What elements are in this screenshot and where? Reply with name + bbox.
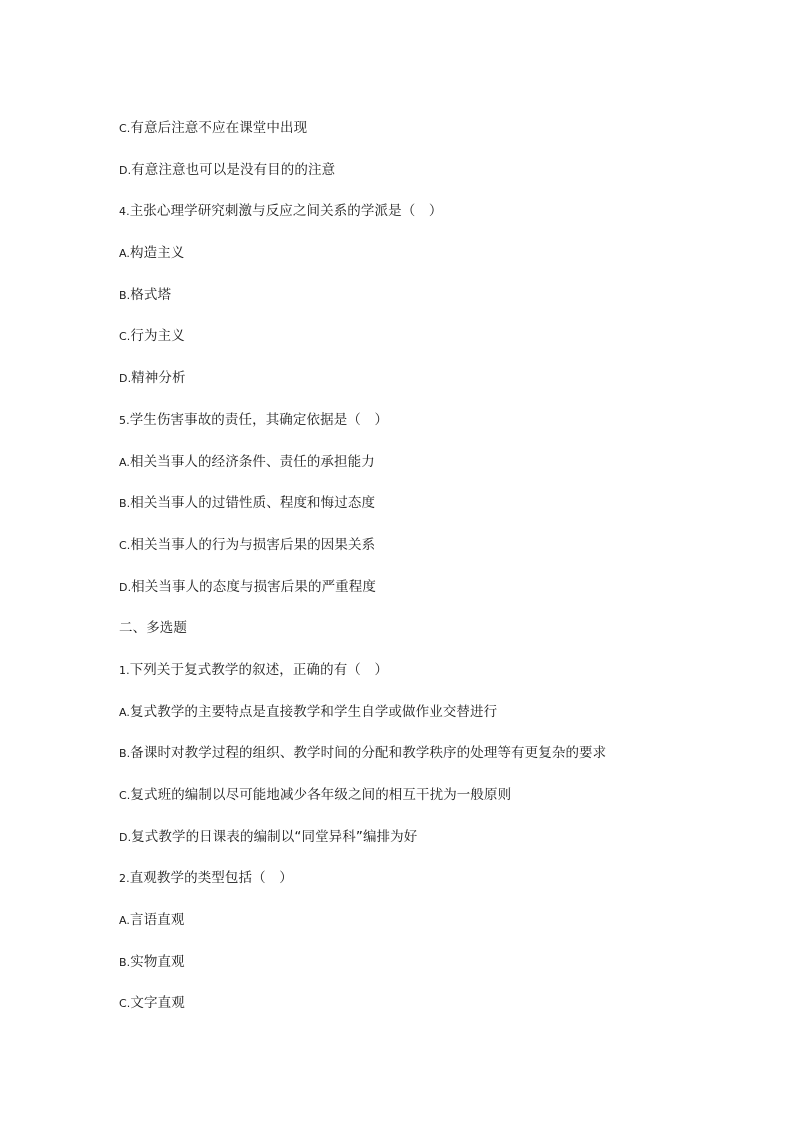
section-heading [119, 615, 739, 657]
line-text: 实物直观 [130, 953, 185, 970]
question-line [119, 115, 739, 157]
question-line [119, 657, 739, 699]
line-prefix: A. [119, 247, 131, 261]
question-line [119, 490, 739, 532]
question-line [119, 574, 739, 616]
line-prefix: D. [119, 580, 132, 594]
line-text: 精神分析 [131, 370, 186, 387]
question-line [119, 198, 739, 240]
question-line [119, 907, 739, 949]
question-line [119, 240, 739, 282]
question-line [119, 865, 739, 907]
line-prefix: C. [119, 997, 131, 1011]
line-prefix: 1. [119, 663, 130, 677]
question-line [119, 449, 739, 491]
line-text: 言语直观 [130, 912, 185, 929]
line-text: 复式教学的日课表的编制以“同堂异科”编排为好 [131, 828, 418, 845]
line-text: 文字直观 [130, 995, 185, 1012]
line-text: 下列关于复式教学的叙述，正确的有（ ） [129, 661, 389, 678]
line-text: 有意注意也可以是没有目的的注意 [131, 161, 336, 178]
line-text: 主张心理学研究刺激与反应之间关系的学派是（ ） [129, 203, 443, 220]
line-text: 复式班的编制以尽可能地减少各年级之间的相互干扰为一般原则 [130, 787, 512, 803]
line-text: 复式教学的主要特点是直接教学和学生自学或做作业交替进行 [130, 703, 498, 720]
line-prefix: C. [119, 789, 131, 802]
question-line [119, 740, 739, 782]
line-prefix: D. [119, 830, 132, 844]
line-text: 直观教学的类型包括（ ） [129, 870, 293, 887]
line-prefix: 2. [119, 872, 130, 886]
question-line [119, 407, 739, 449]
question-line [119, 990, 739, 1032]
line-text: 备课时对教学过程的组织、教学时间的分配和教学秩序的处理等有更复杂的要求 [130, 745, 607, 762]
line-prefix: B. [119, 288, 131, 302]
question-line [119, 365, 739, 407]
line-text: 相关当事人的行为与损害后果的因果关系 [130, 536, 376, 553]
question-line [119, 824, 739, 866]
line-text: 构造主义 [130, 245, 185, 262]
question-list [119, 115, 739, 1032]
question-line [119, 949, 739, 991]
line-prefix: D. [119, 372, 132, 386]
line-text: 相关当事人的过错性质、程度和悔过态度 [130, 495, 376, 512]
line-prefix: A. [119, 914, 131, 928]
question-line [119, 323, 739, 365]
line-prefix: 5. [119, 413, 130, 427]
line-prefix: B. [119, 955, 131, 969]
question-line [119, 699, 739, 741]
line-text: 相关当事人的态度与损害后果的严重程度 [131, 578, 376, 595]
question-line [119, 157, 739, 199]
line-prefix: C. [119, 538, 131, 552]
line-prefix: B. [119, 497, 131, 511]
line-text: 行为主义 [130, 328, 185, 345]
question-line [119, 782, 739, 824]
line-text: 格式塔 [130, 286, 172, 303]
line-prefix: C. [119, 122, 131, 135]
line-prefix: D. [119, 163, 132, 177]
line-prefix: A. [119, 705, 131, 719]
question-line [119, 532, 739, 574]
line-text: 相关当事人的经济条件、责任的承担能力 [130, 453, 375, 470]
line-prefix: 4. [119, 205, 130, 219]
line-prefix: A. [119, 455, 131, 469]
line-text: 有意后注意不应在课堂中出现 [130, 120, 308, 136]
line-text: 学生伤害事故的责任，其确定依据是（ ） [129, 411, 389, 428]
line-text: 二、多选题 [119, 620, 187, 637]
line-prefix: C. [119, 330, 131, 344]
question-line [119, 282, 739, 324]
line-prefix: B. [119, 747, 131, 761]
